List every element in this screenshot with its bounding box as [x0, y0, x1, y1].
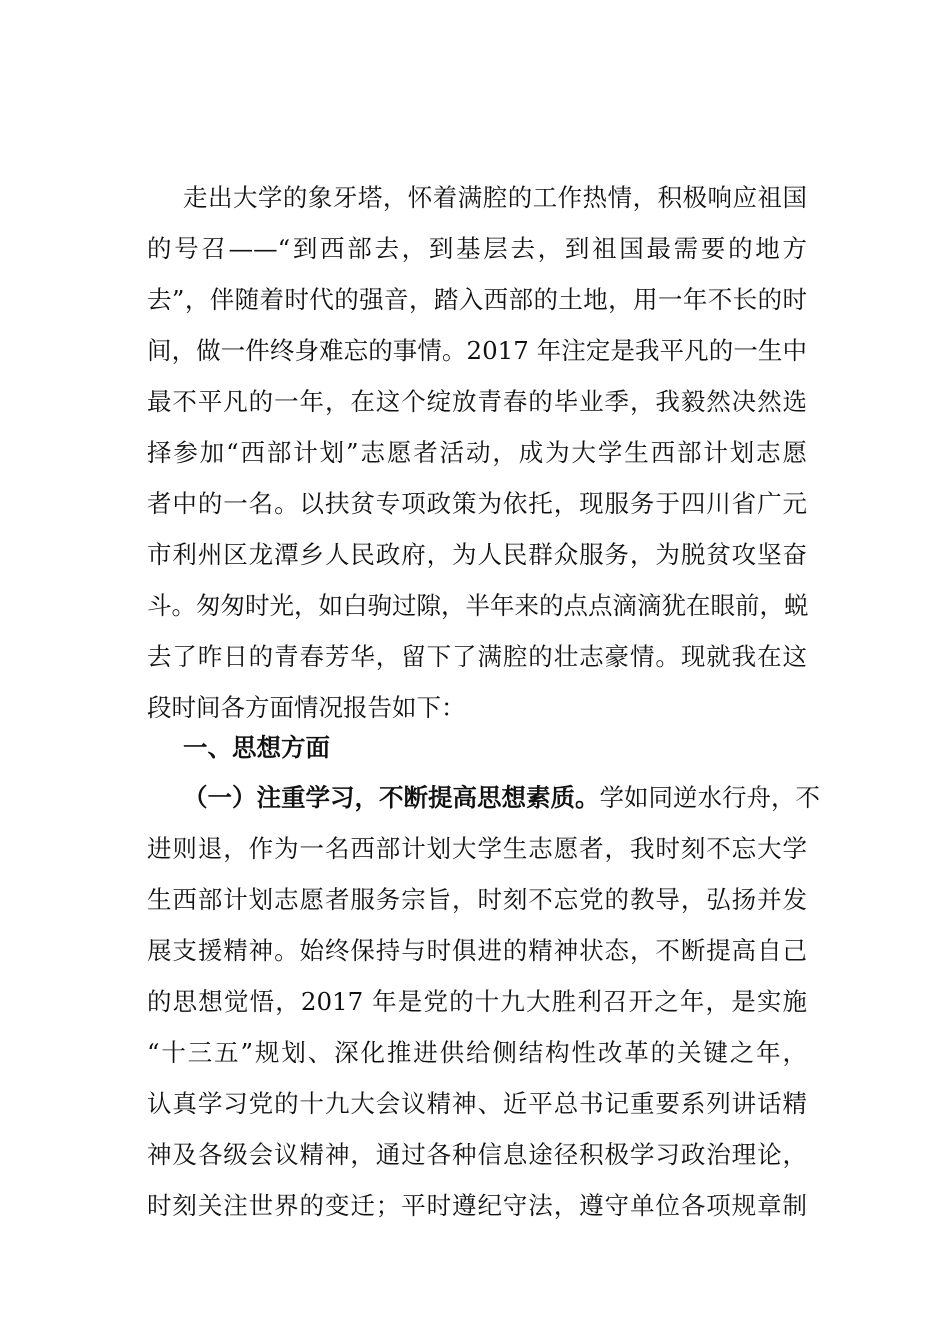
subsection-line-8: 神及各级会议精神，通过各种信息途径积极学习政治理论， — [147, 1140, 807, 1169]
intro-line-5: 最不平凡的一年，在这个绽放青春的毕业季，我毅然决然选 — [147, 387, 807, 416]
subsection-line-7: 认真学习党的十九大会议精神、近平总书记重要系列讲话精 — [147, 1089, 807, 1118]
subsection-title: （一）注重学习，不断提高思想素质。 — [183, 783, 600, 812]
subsection-line-6: “十三五”规划、深化推进供给侧结构性改革的关键之年， — [147, 1038, 807, 1067]
subsection-line-3: 生西部计划志愿者服务宗旨，时刻不忘党的教导，弘扬并发 — [147, 885, 807, 914]
intro-line-10: 去了昨日的青春芳华，留下了满腔的壮志豪情。现就我在这 — [147, 642, 807, 671]
intro-line-6: 择参加“西部计划”志愿者活动，成为大学生西部计划志愿 — [147, 438, 807, 467]
intro-line-11: 段时间各方面情况报告如下： — [147, 693, 466, 722]
intro-line-4: 间，做一件终身难忘的事情。2017 年注定是我平凡的一生中 — [147, 336, 807, 365]
subsection-line-4: 展支援精神。始终保持与时俱进的精神状态，不断提高自己 — [147, 936, 807, 965]
subsection-first-rest: 学如同逆水行舟，不 — [599, 783, 820, 812]
subsection-line-5: 的思想觉悟，2017 年是党的十九大胜利召开之年，是实施 — [147, 987, 807, 1016]
subsection-line-1 — [183, 778, 820, 818]
intro-line-7: 者中的一名。以扶贫专项政策为依托，现服务于四川省广元 — [147, 489, 807, 518]
subsection-line-9: 时刻关注世界的变迁；平时遵纪守法，遵守单位各项规章制 — [147, 1191, 807, 1220]
intro-line-9: 斗。匆匆时光，如白驹过隙，半年来的点点滴滴犹在眼前，蜕 — [147, 591, 809, 620]
subsection-line-2: 进则退，作为一名西部计划大学生志愿者，我时刻不忘大学 — [147, 834, 807, 863]
section-heading: 一、思想方面 — [183, 733, 330, 762]
intro-line-2: 的号召——“到西部去，到基层去，到祖国最需要的地方 — [147, 234, 807, 263]
intro-line-8: 市利州区龙潭乡人民政府，为人民群众服务，为脱贫攻坚奋 — [147, 540, 807, 569]
intro-line-3: 去”，伴随着时代的强音，踏入西部的土地，用一年不长的时 — [147, 285, 807, 314]
intro-line-1: 走出大学的象牙塔，怀着满腔的工作热情，积极响应祖国 — [183, 183, 807, 212]
